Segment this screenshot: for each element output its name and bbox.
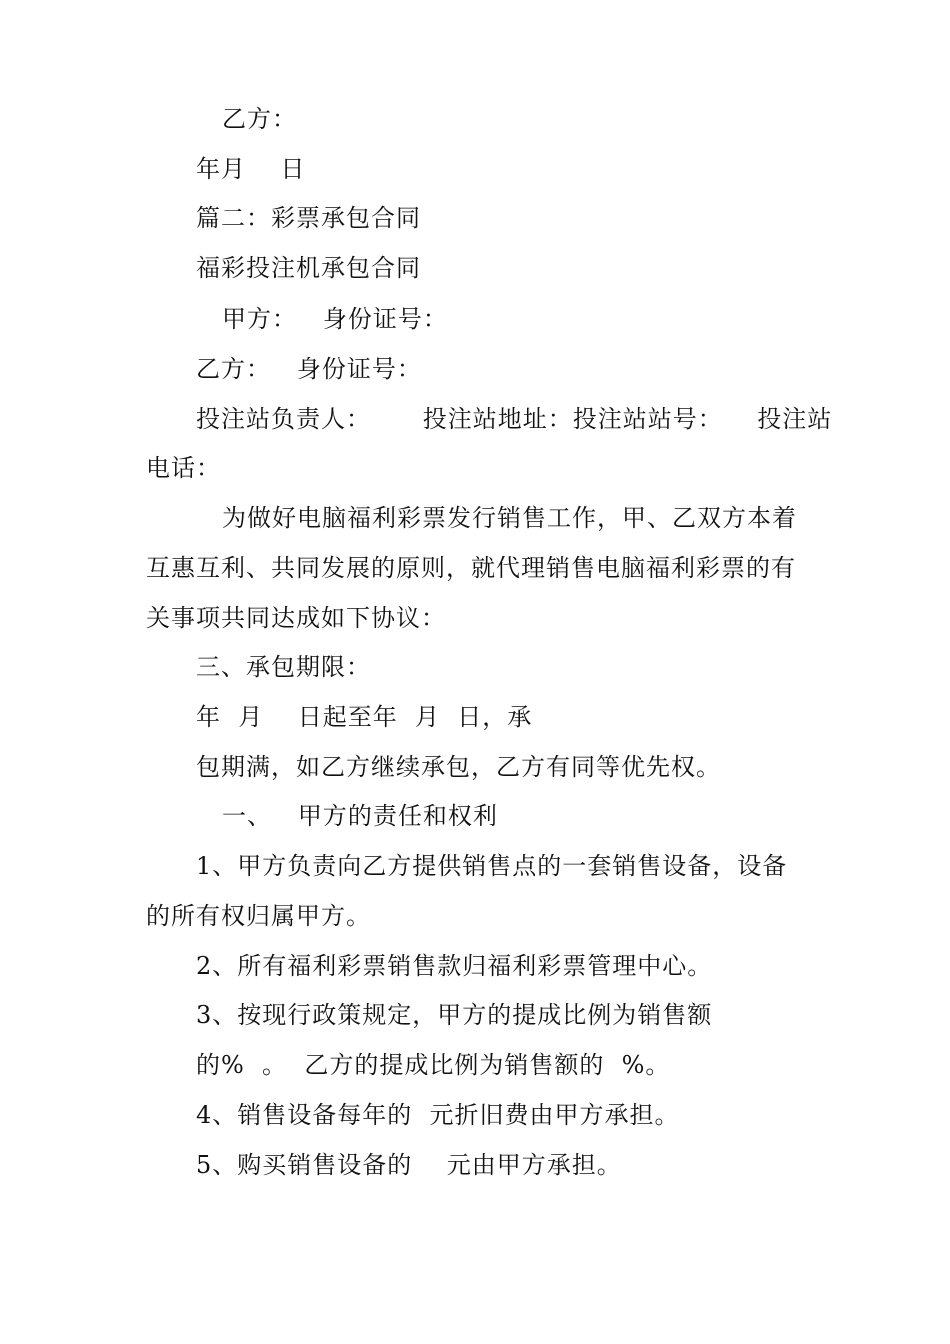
text-line-intro-3: 关事项共同达成如下协议： <box>146 604 446 632</box>
text-line-intro-1: 为做好电脑福利彩票发行销售工作，甲、乙双方本着 <box>222 504 797 532</box>
text-line-date: 年月 日 <box>196 155 306 183</box>
text-line-term-priority: 包期满，如乙方继续承包，乙方有同等优先权。 <box>196 753 721 781</box>
text-line-term-dates: 年 月 日起至年 月 日，承 <box>196 703 533 731</box>
text-line-item-3b: 的% 。 乙方的提成比例为销售额的 %。 <box>196 1051 671 1079</box>
text-line-party-b-id: 乙方： 身份证号： <box>196 355 422 383</box>
text-line-party-a-id: 甲方： 身份证号： <box>222 305 448 333</box>
text-line-term-heading: 三、承包期限： <box>196 653 371 681</box>
text-line-station-info: 投注站负责人： 投注站地址：投注站站号： 投注站 <box>196 405 833 433</box>
text-line-chapter-title: 篇二：彩票承包合同 <box>196 204 421 232</box>
text-line-section-heading: 一、 甲方的责任和权利 <box>222 802 498 830</box>
text-line-contract-title: 福彩投注机承包合同 <box>196 254 421 282</box>
text-line-item-3a: 3、按现行政策规定，甲方的提成比例为销售额 <box>196 1001 713 1029</box>
text-line-item-1a: 1、甲方负责向乙方提供销售点的一套销售设备，设备 <box>196 852 788 880</box>
text-line-party-b: 乙方： <box>222 105 297 133</box>
text-line-phone: 电话： <box>146 454 221 482</box>
text-line-intro-2: 互惠互利、共同发展的原则，就代理销售电脑福利彩票的有 <box>146 554 796 582</box>
text-line-item-1b: 的所有权归属甲方。 <box>146 902 371 930</box>
text-line-item-2: 2、所有福利彩票销售款归福利彩票管理中心。 <box>196 952 713 980</box>
text-line-item-4: 4、销售设备每年的 元折旧费由甲方承担。 <box>196 1101 680 1129</box>
text-line-item-5: 5、购买销售设备的 元由甲方承担。 <box>196 1151 622 1179</box>
